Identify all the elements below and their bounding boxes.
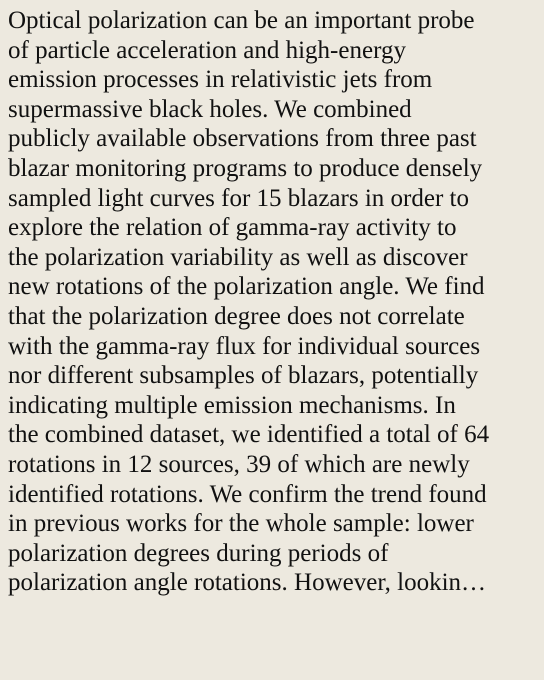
text-line: nor different subsamples of blazars, potentially [8,362,479,390]
text-line: of particle acceleration and high-energy [8,36,406,64]
text-line: indicating multiple emission mechanisms. In [8,391,456,419]
text-line: identified rotations. We confirm the trend found [8,480,487,508]
abstract-text [8,6,538,598]
text-line: publicly available observations from three past [8,125,477,153]
text-line: supermassive black holes. We combined [8,95,412,123]
text-line: with the gamma-ray flux for individual sources [8,332,481,360]
text-line: explore the relation of gamma-ray activity to [8,214,457,242]
text-line: emission processes in relativistic jets from [8,66,433,94]
text-line: that the polarization degree does not correlate [8,302,465,330]
text-line: in previous works for the whole sample: lower [8,510,474,538]
text-line: polarization degrees during periods of [8,539,389,567]
text-line: new rotations of the polarization angle. We find [8,273,485,301]
text-line: the combined dataset, we identified a total of 64 [8,421,490,449]
text-line: the polarization variability as well as discover [8,243,468,271]
text-line: Optical polarization can be an important probe [8,7,475,34]
text-line: rotations in 12 sources, 39 of which are newly [8,450,470,478]
text-line: blazar monitoring programs to produce densely [8,154,483,182]
text-line: polarization angle rotations. However, lookin… [8,569,487,597]
text-line: sampled light curves for 15 blazars in order to [8,184,469,212]
